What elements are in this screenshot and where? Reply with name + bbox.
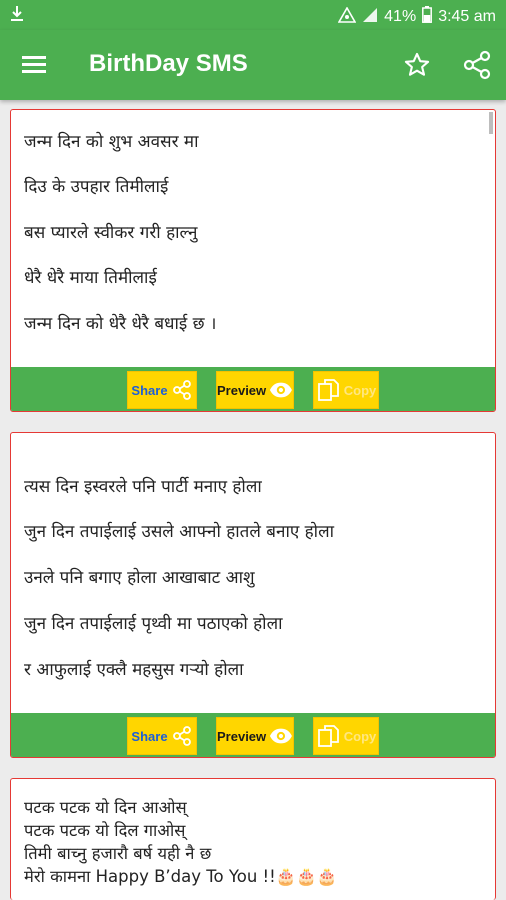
sms-line: पटक पटक यो दिन आओस् (24, 798, 187, 817)
copy-button-label: Copy (343, 728, 377, 744)
sms-line: पटक पटक यो दिल गाओस् (24, 821, 186, 840)
share-button[interactable] (127, 371, 197, 409)
star-icon[interactable] (403, 51, 431, 79)
preview-button-label: Preview (217, 382, 267, 398)
sms-card (10, 778, 496, 900)
signal-icon (362, 7, 378, 28)
sms-card (10, 432, 496, 758)
sms-line: धेरै धेरै माया तिमीलाई (24, 268, 157, 288)
data-saver-icon (338, 7, 356, 28)
sms-line: उनले पनि बगाए होला आखाबाट आशु (24, 568, 255, 588)
sms-card (10, 109, 496, 412)
share-icon (171, 379, 193, 401)
sms-line: जुन दिन तपाईलाई पृथ्वी मा पठाएको होला (24, 614, 283, 634)
preview-button[interactable] (216, 717, 294, 755)
copy-button[interactable] (313, 371, 379, 409)
eye-icon (269, 381, 293, 399)
sms-line: जन्म दिन को धेरै धेरै बधाई छ । (24, 314, 217, 334)
scrollbar[interactable] (489, 112, 493, 134)
status-bar (0, 0, 506, 30)
menu-icon[interactable] (20, 52, 48, 78)
eye-icon (269, 727, 293, 745)
sms-line: त्यस दिन इस्वरले पनि पार्टी मनाए होला (24, 477, 262, 497)
copy-icon (316, 723, 342, 749)
sms-line: जन्म दिन को शुभ अवसर मा (24, 132, 199, 152)
preview-button[interactable] (216, 371, 294, 409)
sms-line: र आफुलाई एक्लै महसुस गर्‍यो होला (24, 660, 244, 680)
page-title: BirthDay SMS (89, 50, 248, 77)
share-button-label: Share (131, 728, 168, 744)
battery-icon (422, 6, 432, 28)
action-bar (11, 713, 495, 757)
sms-line: दिउ के उपहार तिमीलाई (24, 177, 169, 197)
share-icon (171, 725, 193, 747)
action-bar (11, 367, 495, 411)
sms-line: जुन दिन तपाईलाई उसले आफ्नो हातले बनाए होला (24, 522, 335, 542)
share-button-label: Share (131, 382, 168, 398)
sms-line: मेरो कामना Happy B’day To You !!🎂🎂🎂 (24, 867, 338, 886)
download-icon (10, 5, 24, 28)
sms-line: तिमी बाच्नु हजारौ बर्ष यही नै छ (24, 844, 212, 863)
battery-percent: 41% (384, 8, 417, 25)
share-icon[interactable] (462, 50, 492, 80)
copy-button-label: Copy (343, 382, 377, 398)
app-bar (0, 30, 506, 100)
clock: 3:45 am (438, 8, 496, 25)
copy-button[interactable] (313, 717, 379, 755)
sms-line: बस प्यारले स्वीकर गरी हाल्नु (24, 223, 198, 243)
share-button[interactable] (127, 717, 197, 755)
copy-icon (316, 377, 342, 403)
preview-button-label: Preview (217, 728, 267, 744)
